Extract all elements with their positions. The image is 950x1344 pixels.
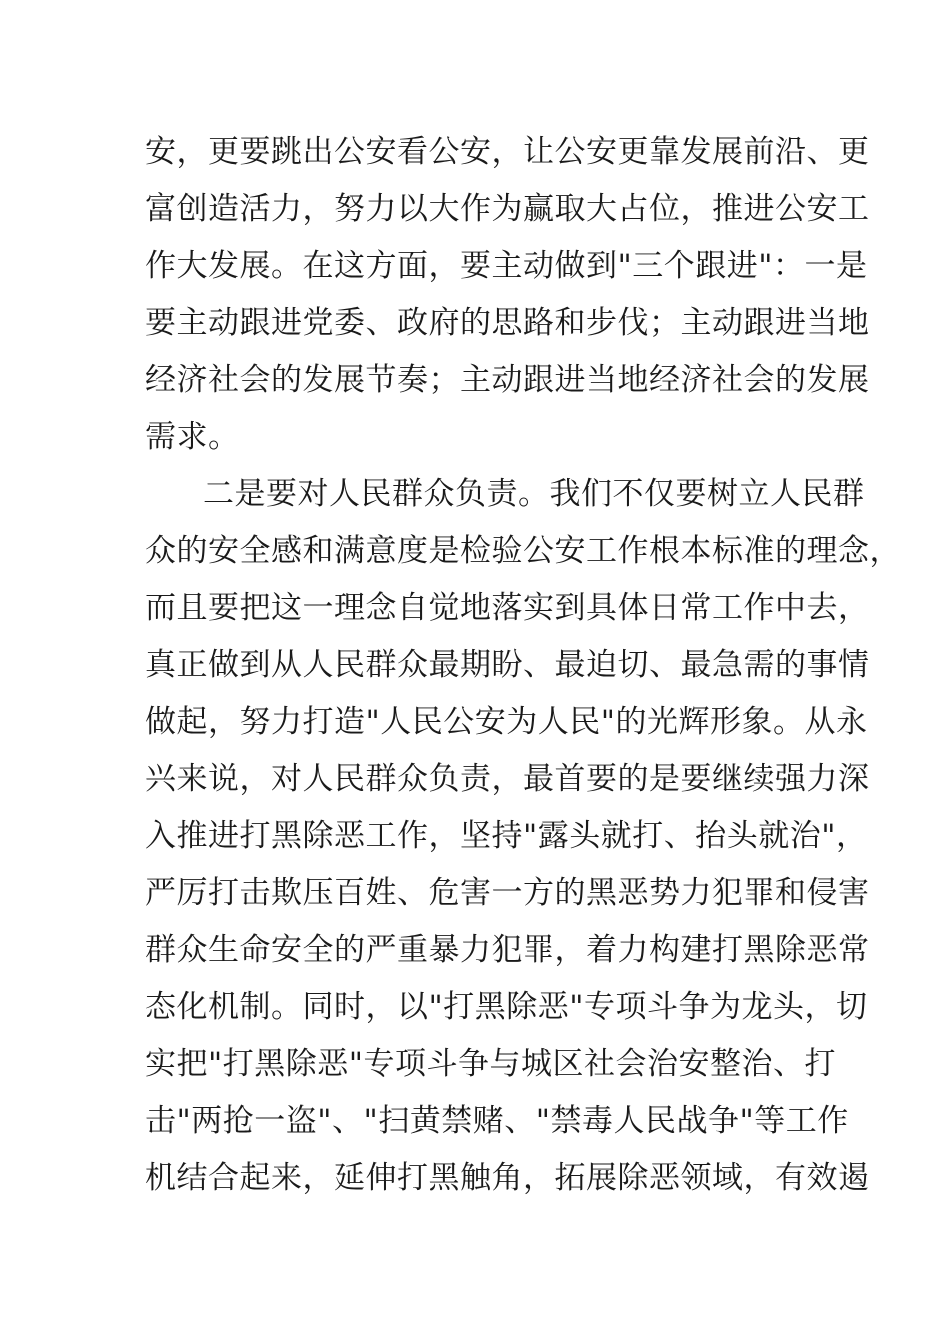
text-line: 经济社会的发展节奏；主动跟进当地经济社会的发展: [145, 362, 870, 398]
text-line: 作大发展。在这方面，要主动做到"三个跟进"：一是: [145, 248, 868, 284]
text-line: 真正做到从人民群众最期盼、最迫切、最急需的事情: [145, 647, 870, 683]
text-line: 入推进打黑除恶工作，坚持"露头就打、抬头就治"，: [145, 818, 868, 854]
text-line: 严厉打击欺压百姓、危害一方的黑恶势力犯罪和侵害: [145, 875, 870, 911]
text-line: 兴来说，对人民群众负责，最首要的是要继续强力深: [145, 761, 870, 797]
text-line: 机结合起来，延伸打黑触角，拓展除恶领域，有效遏: [145, 1160, 870, 1196]
text-line: 安，更要跳出公安看公安，让公安更靠发展前沿、更: [145, 134, 870, 170]
text-line: 群众生命安全的严重暴力犯罪，着力构建打黑除恶常: [145, 932, 870, 968]
text-line: 击"两抢一盗"、"扫黄禁赌、"禁毒人民战争"等工作: [145, 1103, 849, 1139]
text-line: 需求。: [145, 419, 240, 455]
text-line: 而且要把这一理念自觉地落实到具体日常工作中去，: [145, 590, 870, 626]
text-line: 实把"打黑除恶"专项斗争与城区社会治安整治、打: [145, 1046, 837, 1082]
text-line: 众的安全感和满意度是检验公安工作根本标准的理念，: [145, 533, 901, 569]
text-line: 态化机制。同时，以"打黑除恶"专项斗争为龙头，切: [145, 989, 868, 1025]
text-line: 二是要对人民群众负责。我们不仅要树立人民群: [203, 476, 865, 512]
text-line: 做起，努力打造"人民公安为人民"的光辉形象。从永: [145, 704, 868, 740]
text-line: 要主动跟进党委、政府的思路和步伐；主动跟进当地: [145, 305, 870, 341]
text-line: 富创造活力，努力以大作为赢取大占位，推进公安工: [145, 191, 870, 227]
